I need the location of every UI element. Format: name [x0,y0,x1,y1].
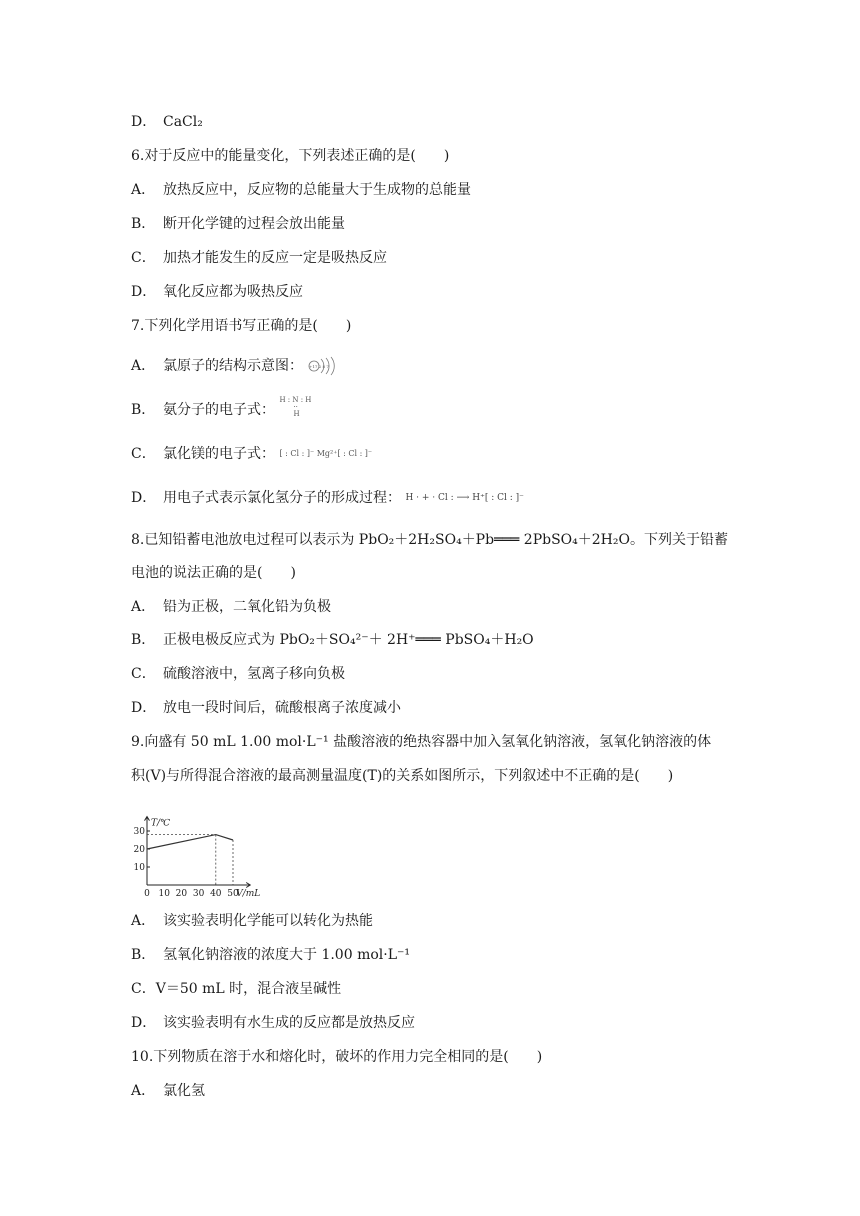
hydrogen-chloride-formation: H · + · Cl : ⟶ H⁺[ : Cl : ]⁻ [405,493,524,503]
question-8-line-2: 电池的说法正确的是( ) [131,565,296,581]
option-letter: B． [131,402,156,418]
x-tick-label: 20 [175,889,188,899]
option-letter: C． [131,666,156,682]
option-text: 断开化学键的过程会放出能量 [163,216,345,232]
temperature-line [147,835,233,849]
question-8-line-1: 8.已知铅蓄电池放电过程可以表示为 PbO₂＋2H₂SO₄＋Pb═══ 2PbSO₄＋2H₂O。下列关于铅蓄 [131,532,728,548]
option-letter: D． [131,284,157,300]
option-text: 铅为正极，二氧化铅为负极 [163,599,331,615]
question-6-option-d [131,282,303,302]
option-text: 氯化氢 [163,1083,205,1099]
option-text: 硫酸溶液中，氢离子移向负极 [163,666,345,682]
question-8-option-c [131,664,345,684]
question-9-option-a [131,911,373,931]
question-7-option-c [131,444,372,464]
option-letter: A． [131,182,156,198]
option-letter: D． [131,490,157,506]
question-9-option-b [131,945,410,965]
option-letter: D． [131,1015,157,1031]
question-6: 6.对于反应中的能量变化，下列表述正确的是( ) [131,148,450,164]
ammonia-dots: ·· [293,403,298,411]
temperature-volume-chart [128,798,288,902]
option-letter: C． [131,250,156,266]
question-9-line-2: 积(V)与所得混合溶液的最高测量温度(T)的关系如图所示，下列叙述中不正确的是( ) [131,768,674,784]
option-text: 氧化反应都为吸热反应 [163,284,303,300]
option-letter: B． [131,632,156,648]
x-axis-label: V/mL [236,889,261,899]
question-8-option-b [131,630,534,650]
option-text: 用电子式表示氯化氢分子的形成过程： [163,490,401,506]
chlorine-atom-diagram [307,355,337,377]
y-axis-label: T/℃ [151,818,171,829]
option-text: 氨分子的电子式： [163,402,275,418]
x-tick-label: 30 [192,889,205,899]
ammonia-electron-formula [279,396,319,420]
option-text: 氯化镁的电子式： [163,446,275,462]
option-letter: B． [131,947,156,963]
chlorine-atom-label: +17 2 8 7 [309,364,330,369]
y-tick-label: 30 [133,827,145,837]
chart-ticks [134,827,239,899]
question-7-option-a [131,355,337,377]
chart-series [147,835,233,885]
x-tick-label: 50 [227,889,239,899]
option-text: 该实验表明化学能可以转化为热能 [163,913,373,929]
option-d [131,112,203,132]
option-text: 氯原子的结构示意图： [163,358,303,374]
question-7: 7.下列化学用语书写正确的是( ) [131,318,352,334]
question-6-option-c [131,248,387,268]
option-letter: C． [131,981,156,997]
x-tick-label: 10 [158,889,170,899]
question-6-option-b [131,214,345,234]
magnesium-chloride-electron-formula: [ : Cl : ]⁻ Mg²⁺[ : Cl : ]⁻ [279,449,373,458]
option-text: 该实验表明有水生成的反应都是放热反应 [163,1015,415,1031]
option-letter: D． [131,114,157,130]
option-letter: A． [131,358,156,374]
question-7-option-d [131,488,524,508]
question-6-option-a [131,180,471,200]
option-text: CaCl₂ [163,114,203,130]
ammonia-top: H : N : H [279,396,312,404]
y-tick-label: 20 [133,845,145,855]
option-letter: B． [131,216,156,232]
question-9-option-d [131,1013,415,1033]
option-text: 氢氧化钠溶液的浓度大于 1.00 mol·L⁻¹ [163,947,411,963]
question-10: 10.下列物质在溶于水和熔化时，破坏的作用力完全相同的是( ) [131,1049,543,1065]
question-7-option-b [131,398,319,422]
question-10-option-a [131,1081,205,1101]
option-letter: A． [131,599,156,615]
option-text: 加热才能发生的反应一定是吸热反应 [163,250,387,266]
question-9-option-c [131,979,341,999]
question-8-option-a [131,597,331,617]
question-8-option-d [131,698,401,718]
chart-axes [145,817,261,899]
ammonia-bottom: H [293,410,300,418]
y-tick-label: 10 [133,863,145,873]
option-letter: D． [131,700,157,716]
option-letter: A． [131,1083,156,1099]
option-text: 正极电极反应式为 PbO₂＋SO₄²⁻＋ 2H⁺═══ PbSO₄＋H₂O [163,632,534,648]
question-9-line-1: 9.向盛有 50 mL 1.00 mol·L⁻¹ 盐酸溶液的绝热容器中加入氢氧化钠溶液，氢氧化钠溶液的体 [131,734,712,750]
option-text: V＝50 mL 时，混合液呈碱性 [155,981,342,997]
option-text: 放热反应中，反应物的总能量大于生成物的总能量 [163,182,471,198]
x-tick-label: 40 [210,889,222,899]
option-letter: A． [131,913,156,929]
option-text: 放电一段时间后，硫酸根离子浓度减小 [163,700,401,716]
option-letter: C． [131,446,156,462]
x-tick-label: 0 [144,889,150,899]
